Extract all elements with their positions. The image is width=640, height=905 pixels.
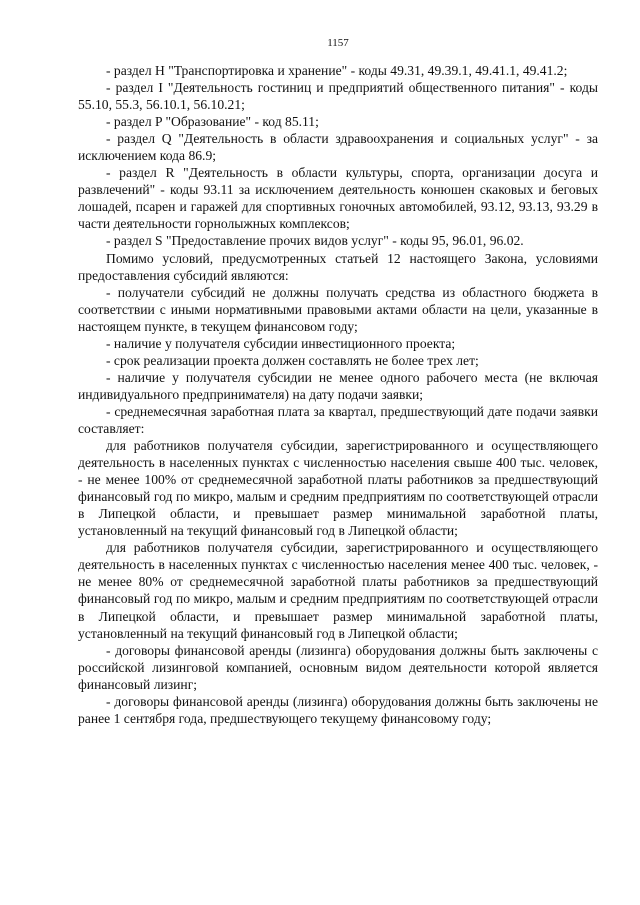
paragraph-section-r: - раздел R "Деятельность в области культуры, спорта, организации досуга и развлечений" - коды 93.11 за исключением деятельность конюшен скаковых и беговых лошадей, псарен и гаражей для спортивных гоночных автомобилей, 93.12, 93.13, 93.29 в части деятельности горнолыжных комплексов;	[78, 165, 598, 232]
paragraph-conditions-intro: Помимо условий, предусмотренных статьей 12 настоящего Закона, условиями предоставления субсидий являются:	[78, 250, 598, 283]
paragraph-section-q: - раздел Q "Деятельность в области здравоохранения и социальных услуг" - за исключением кода 86.9;	[78, 131, 598, 164]
paragraph-condition-investment-project: - наличие у получателя субсидии инвестиционного проекта;	[106, 335, 456, 351]
paragraph-salary-under-400k: для работников получателя субсидии, зарегистрированного и осуществляющего деятельность в населенных пунктах с численностью населения менее 400 тыс. человек, - не менее 80% от среднемесячной заработной платы работников за предшествующий финансовый год по микро, малым и средним предприятиям по соответствующей отрасли в Липецкой области, и превышает размер минимальной заработной платы, установленный на текущий финансовый год в Липецкой области;	[78, 540, 598, 641]
paragraph-section-p: - раздел P "Образование" - код 85.11;	[106, 114, 319, 130]
paragraph-section-i: - раздел I "Деятельность гостиниц и предприятий общественного питания" - коды 55.10, 55.3, 56.10.1, 56.10.21;	[78, 80, 598, 113]
page-number: 1157	[327, 37, 349, 49]
paragraph-condition-workplace: - наличие у получателя субсидии не менее одного рабочего места (не включая индивидуального предпринимателя) на дату подачи заявки;	[78, 369, 598, 402]
paragraph-leasing-date: - договоры финансовой аренды (лизинга) оборудования должны быть заключены не ранее 1 сентября года, предшествующего текущему финансовому году;	[78, 693, 598, 726]
document-page	[78, 36, 598, 727]
paragraph-salary-over-400k: для работников получателя субсидии, зарегистрированного и осуществляющего деятельность в населенных пунктах с численностью населения свыше 400 тыс. человек, - не менее 100% от среднемесячной заработной платы работников за предшествующий финансовый год по микро, малым и средним предприятиям по соответствующей отрасли в Липецкой области, и превышает размер минимальной заработной платы, установленный на текущий финансовый год в Липецкой области;	[78, 438, 598, 539]
paragraph-section-h: - раздел H "Транспортировка и хранение" - коды 49.31, 49.39.1, 49.41.1, 49.41.2;	[106, 63, 568, 78]
paragraph-section-s: - раздел S "Предоставление прочих видов услуг" - коды 95, 96.01, 96.02.	[106, 233, 524, 249]
paragraph-condition-no-other-funds: - получатели субсидий не должны получать средства из областного бюджета в соответствии с иными нормативными правовыми актами области на цели, указанные в настоящем пункте, в текущем финансовом году;	[78, 284, 598, 334]
paragraph-condition-salary: - среднемесячная заработная плата за квартал, предшествующий дате подачи заявки составляет:	[78, 403, 598, 436]
paragraph-condition-term: - срок реализации проекта должен составлять не более трех лет;	[106, 352, 479, 368]
paragraph-leasing-company: - договоры финансовой аренды (лизинга) оборудования должны быть заключены с российской лизинговой компанией, основным видом деятельности которой является финансовый лизинг;	[78, 642, 598, 692]
